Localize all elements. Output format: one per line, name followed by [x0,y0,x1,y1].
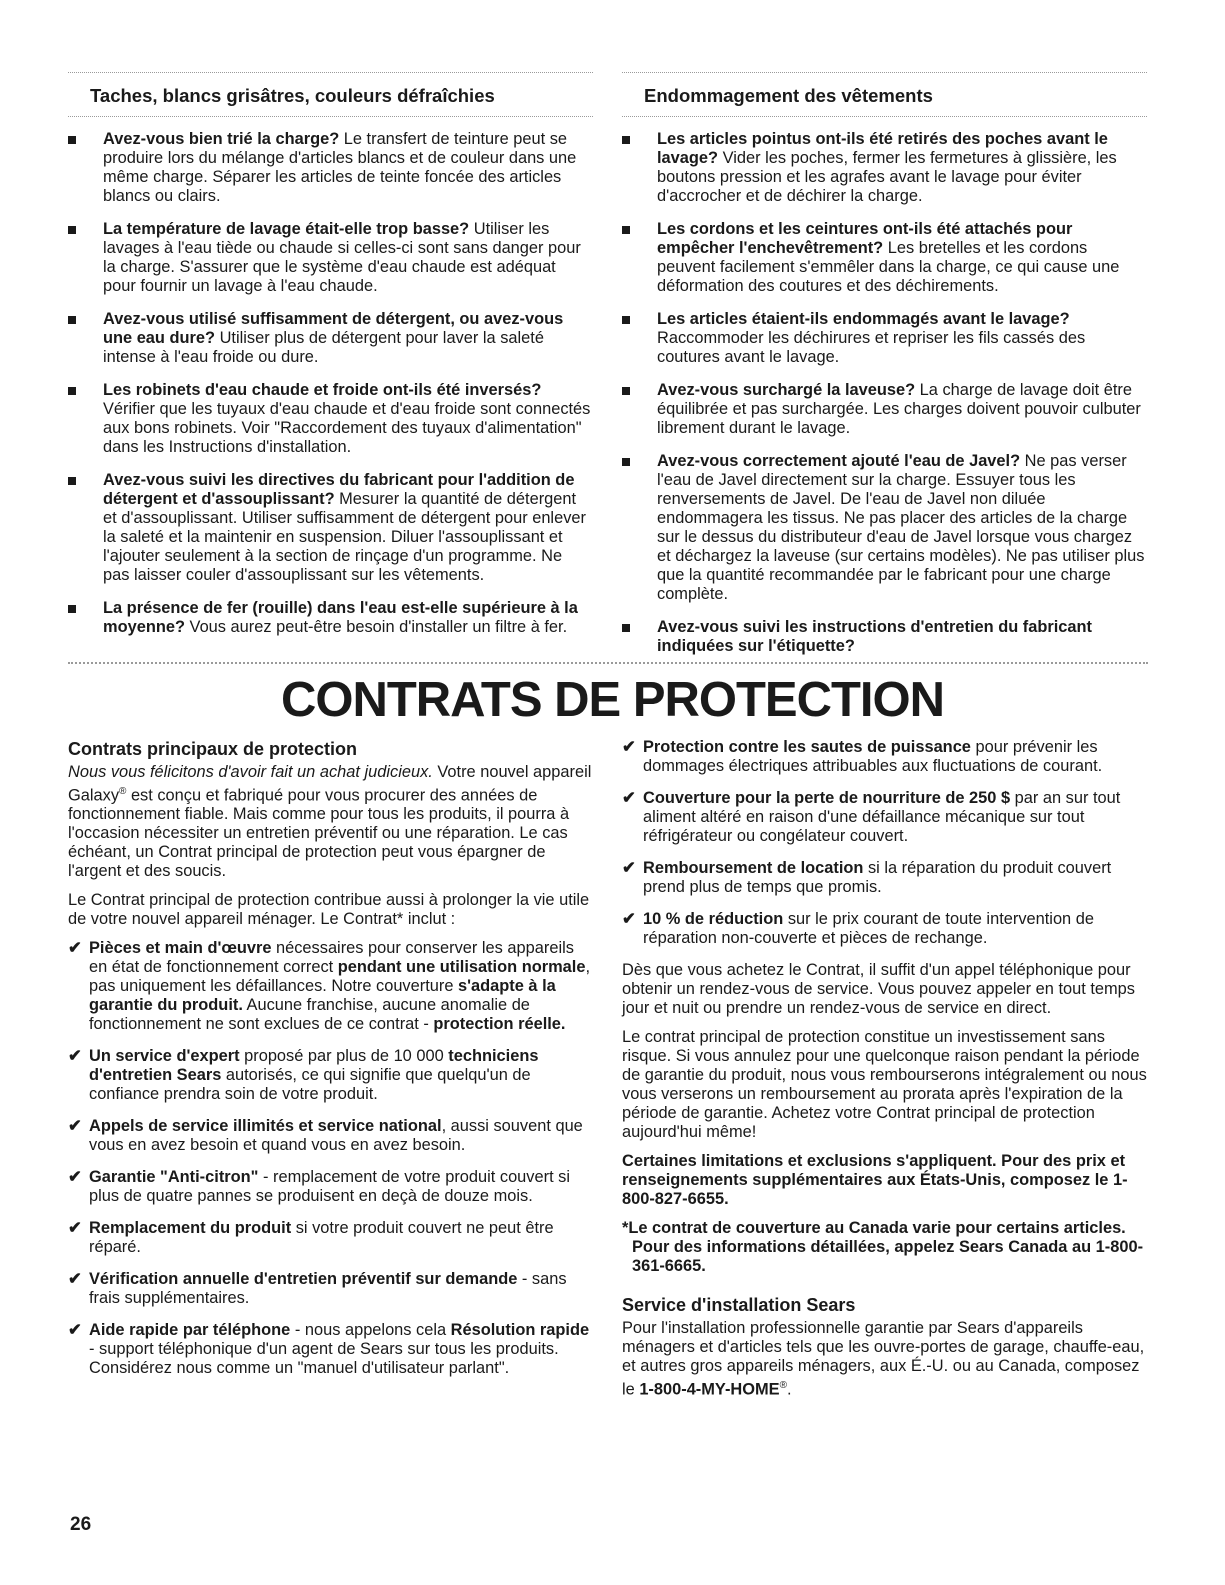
damage-section [622,72,1147,670]
check-icon: ✔ [622,910,636,928]
troubleshoot-list [622,130,1147,656]
benefits-list [68,939,593,1378]
list-item: Les articles pointus ont-ils été retirés des poches avant le lavage? Vider les poches, fermer les fermetures à glissière, les boutons pression et les agrafes avant le lavage pour éviter d'accrocher et de déchirer la charge. [622,130,1147,206]
paragraph: Le Contrat principal de protection contribue aussi à prolonger la vie utile de votre nouvel appareil ménager. Le Contrat* inclut : [68,891,590,929]
section-title: Taches, blancs grisâtres, couleurs défraîchies [90,85,495,106]
benefits-list [622,738,1147,948]
list-item: ✔ Appels de service illimités et service national, aussi souvent que vous en avez besoin et quand vous en avez besoin. [68,1117,583,1155]
list-item: ✔ Protection contre les sautes de puissance pour prévenir les dommages électriques attribuables aux fluctuations de courant. [622,738,1103,775]
stains-section [68,72,593,651]
troubleshoot-list [68,130,593,637]
list-item: ✔ Remplacement du produit si votre produit couvert ne peut être réparé. [68,1219,554,1257]
paragraph: Le contrat principal de protection constitue un investissement sans risque. Si vous annulez pour une quelconque raison pendant la période de garantie du produit, nous vous rembourserons intégralement ou nous vous verserons un remboursement au prorata après l'expiration de la période de garantie. Achetez votre Contrat principal de protection aujourd'hui même! [622,1028,1147,1141]
divider [622,72,1147,73]
check-icon: ✔ [622,859,636,877]
list-item: ✔ Vérification annuelle d'entretien préventif sur demande - sans frais supplémentaires. [68,1270,567,1308]
divider [68,116,593,117]
contracts-section [68,738,593,1391]
list-item: ✔ Pièces et main d'œuvre nécessaires pour conserver les appareils en état de fonctionnement correct pendant une utilisation normale, pas uniquement les défaillances. Notre couverture s'adapte à la garantie du produit. Aucune franchise, aucune anomalie de fonctionnement ne sont exclues de ce contrat - protection réelle. [68,939,591,1034]
list-item: La température de lavage était-elle trop basse? Utiliser les lavages à l'eau tiède ou chaude si celles-ci sont sans danger pour la charge. S'assurer que le système d'eau chaude est adéquat pour fournir un lavage à l'eau chaude. [68,220,593,296]
install-paragraph: Pour l'installation professionnelle garantie par Sears d'appareils ménagers et d'articles tels que les ouvre-portes de garage, chauffe-eau, et autres gros appareils ménagers, aux É.-U. ou au Canada, composez le 1-800-4-MY-HOME®. [622,1319,1145,1399]
list-item: Les cordons et les ceintures ont-ils été attachés pour empêcher l'enchevêtrement? Les bretelles et les cordons peuvent facilement s'emmêler dans la charge, ce qui cause une déformation des coutures et des déchirements. [622,220,1147,296]
paragraph: Dès que vous achetez le Contrat, il suffit d'un appel téléphonique pour obtenir un rendez-vous de service. Vous pouvez appeler en tout temps jour et nuit ou prendre un rendez-vous de service en direct. [622,961,1135,1017]
list-item: Avez-vous suivi les instructions d'entretien du fabricant indiquées sur l'étiquette? [622,618,1147,656]
page-number: 26 [70,1514,92,1535]
check-icon: ✔ [622,789,636,807]
check-icon: ✔ [68,1047,82,1066]
divider [68,662,1148,664]
paragraph: Certaines limitations et exclusions s'appliquent. Pour des prix et renseignements supplémentaires aux États-Unis, composez le 1-800-827-6655. [622,1152,1128,1208]
list-item: Avez-vous suivi les directives du fabricant pour l'addition de détergent et d'assouplissant? Mesurer la quantité de détergent et d'assouplissant. Utiliser suffisamment de détergent pour enlever la saleté et la maintenir en suspension. Diluer l'assouplissant et l'ajouter seulement à la section de rinçage d'un programme. Ne pas laisser couler d'assouplissant sur les vêtements. [68,471,593,585]
divider [622,116,1147,117]
paragraph: *Le contrat de couverture au Canada varie pour certains articles. Pour des informations détaillées, appelez Sears Canada au 1-800-361-6665. [622,1219,1144,1275]
section-title: Endommagement des vêtements [644,85,933,106]
section-heading: Contrats principaux de protection [68,739,358,759]
list-item: ✔ Couverture pour la perte de nourriture de 250 $ par an sur tout aliment altéré en raison d'une défaillance mécanique sur tout réfrigérateur ou congélateur couvert. [622,789,1121,845]
check-icon: ✔ [622,738,636,756]
page-title: CONTRATS DE PROTECTION [280,673,945,727]
list-item: Les robinets d'eau chaude et froide ont-ils été inversés? Vérifier que les tuyaux d'eau chaude et d'eau froide sont connectés aux bons robinets. Voir "Raccordement des tuyaux d'alimentation" dans les Instructions d'installation. [68,381,593,457]
list-item: Avez-vous surchargé la laveuse? La charge de lavage doit être équilibrée et pas surchargée. Les charges doivent pouvoir culbuter librement durant le lavage. [622,381,1147,438]
list-item: Les articles étaient-ils endommagés avant le lavage? Raccommoder les déchirures et repriser les fils cassés des coutures avant le lavage. [622,310,1147,367]
list-item: Avez-vous correctement ajouté l'eau de Javel? Ne pas verser l'eau de Javel directement sur la charge. Essuyer tous les renversements de Javel. De l'eau de Javel non diluée endommagera les tissus. Ne pas placer des articles de la charge sur le dessus du distributeur d'eau de Javel lorsque vous chargez et déchargez la laveuse (sur certains modèles). Ne pas utiliser plus que la quantité recommandée par le fabricant pour une charge complète. [622,452,1147,604]
list-item: Avez-vous utilisé suffisamment de détergent, ou avez-vous une eau dure? Utiliser plus de détergent pour laver la saleté intense à l'eau froide ou dure. [68,310,593,367]
section-heading: Service d'installation Sears [622,1295,856,1315]
list-item: La présence de fer (rouille) dans l'eau est-elle supérieure à la moyenne? Vous aurez peut-être besoin d'installer un filtre à fer. [68,599,593,637]
list-item: ✔ Aide rapide par téléphone - nous appelons cela Résolution rapide - support téléphonique d'un agent de Sears sur tous les produits. Considérez nous comme un "manuel d'utilisateur parlant". [68,1321,590,1378]
check-icon: ✔ [68,1168,82,1187]
list-item: ✔ Un service d'expert proposé par plus de 10 000 techniciens d'entretien Sears autorisés, ce qui signifie que quelqu'un de confiance prendra soin de votre produit. [68,1047,539,1104]
check-icon: ✔ [68,1219,82,1238]
check-icon: ✔ [68,939,82,958]
list-item: ✔ 10 % de réduction sur le prix courant de toute intervention de réparation non-couverte et pièces de rechange. [622,910,1094,947]
contracts-section-continued [622,738,1147,1409]
check-icon: ✔ [68,1270,82,1289]
list-item: ✔ Garantie "Anti-citron" - remplacement de votre produit couvert si plus de quatre pannes se produisent en deçà de douze mois. [68,1168,571,1206]
intro-paragraph: Nous vous félicitons d'avoir fait un achat judicieux. Votre nouvel appareil Galaxy® est conçu et fabriqué pour vous procurer des années de fonctionnement fiable. Mais comme pour tous les produits, il pourra à l'occasion nécessiter un entretien préventif ou une réparation. Le cas échéant, un Contrat principal de protection peut vous épargner de l'argent et des soucis. [68,763,592,881]
list-item: Avez-vous bien trié la charge? Le transfert de teinture peut se produire lors du mélange d'articles blancs et de couleur dans une même charge. Séparer les articles de teinte foncée des articles blancs ou clairs. [68,130,593,206]
divider [68,72,593,73]
list-item: ✔ Remboursement de location si la réparation du produit couvert prend plus de temps que promis. [622,859,1112,896]
check-icon: ✔ [68,1321,82,1340]
check-icon: ✔ [68,1117,82,1136]
